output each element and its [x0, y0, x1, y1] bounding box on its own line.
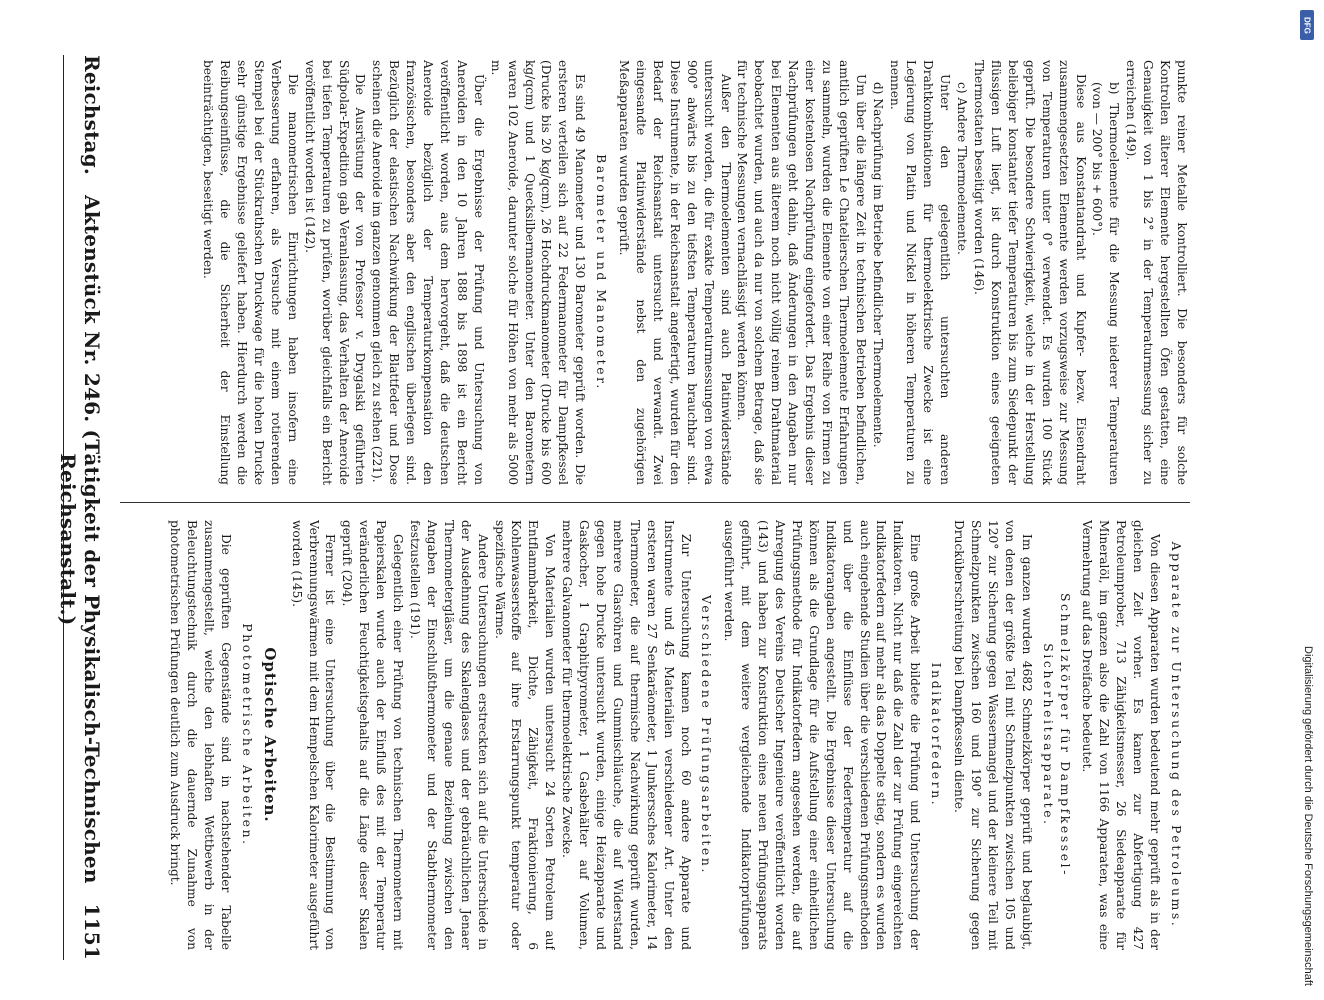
- paragraph: Ferner ist eine Untersuchung über die Bestimmung von Verbrennungswärmen mit dem Hempelschen Kalorimeter ausgeführt worden (145).: [289, 520, 338, 950]
- paragraph: Die manometrischen Einrichtungen haben insofern eine Verbesserung erfahren, als Versuche mit einem rotierenden Stempel bei der Stückrathschen Druckwage für die hohen Drucke sehr günstige Ergebnisse geliefert haben. Hierdurch werden die Reibungseinflüsse, die die Sicherheit der Einstellung beeinträchtigten, beseitigt werden.: [201, 60, 300, 485]
- paragraph: Im ganzen wurden 4682 Schmelzkörper geprüft und beglaubigt, von denen der größte Teil mit Schmelzpunkten zwischen 105 und 120° zur Sicherung gegen Wassermangel und der kleinere Teil mit Schmelzpunkten zwischen 160 und 190° zur Sicherung gegen Drucküberschreitung bei Dampfkesseln diente.: [952, 520, 1034, 950]
- subsection-heading: d) Nachprüfung im Betriebe befindlicher Thermoelemente.: [870, 82, 885, 448]
- paragraph: Um über die längere Zeit in technischen Betrieben befindlichen, amtlich geprüften Le Chatelierschen Thermoelemente Erfahrungen zu sammeln, wurden die Elemente von einer Reihe von Firmen zu einer kostenlosen Nachprüfung eingefordert. Das Ergebnis dieser Nachprüfungen geht dahin, daß Änderungen in den Angaben nur bei Elementen aus älterem noch nicht völlig reinem Drahtmaterial beobachtet wurden, und auch da nur von solchem Betrage, daß sie für technische Messungen vernachlässigt werden können.: [735, 60, 868, 485]
- right-column: [120, 520, 1190, 950]
- paragraph: Es sind 49 Manometer und 130 Barometer geprüft worden. Die ersteren verteilen sich auf 22 Federmanometer für Dampfkessel (Drucke bis 20 kg/qcm), 26 Hochdruckmanometer (Drucke bis 600 kg/qcm) und 1 Quecksilbermanometer. Unter den Barometern waren 102 Aneroide, darunter solche für Höhen von mehr als 5000 m.: [488, 60, 588, 485]
- digitization-note: [1296, 6, 1318, 986]
- section-heading-petroleum: Apparate zur Untersuchung des Petroleums.: [1169, 541, 1184, 929]
- paragraph: Die Ausrüstung der von Professor v. Drygalski geführten Südpolar-Expedition gab Veranlassung, das Verhalten der Aneroide bei tiefen Temperaturen zu prüfen, worüber gleichfalls ein Bericht veröffentlicht worden ist (142).: [302, 60, 368, 485]
- paragraph: Die geprüften Gegenstände sind in nachstehender Tabelle zusammengestellt, welche den lebhaften Wettbewerb in der Beleuchtungstechnik durch die dauernde Zunahme von photometrischen Prüfungen deutlich zum Ausdruck bringt.: [168, 520, 233, 950]
- section-heading-indikatorfedern: Indikatorfedern.: [929, 662, 945, 808]
- page-header: [56, 55, 104, 960]
- subsection-heading: b) Thermoelemente für die Messung niederer Temperaturen (von — 200° bis + 600°).: [1090, 82, 1122, 485]
- section-heading-schmelzkoerper: Schmelzkörper für Dampfkessel-Sicherheitsapparate.: [1040, 592, 1073, 878]
- dfg-logo: DFG: [1300, 10, 1314, 40]
- paragraph: Außer den Thermoelementen sind auch Platinwiderstände untersucht worden, die für exakte Temperaturmessungen von etwa 900° abwärts bis zu den tiefsten Temperaturen brauchbar sind. Diese Instrumente, in der Reichsanstalt angefertigt, wurden für den Bedarf der Reichsanstalt untersucht und verwandt. Zwei eingesandte Platinwiderstände nebst den zugehörigen Meßapparaten wurden geprüft.: [617, 60, 733, 485]
- paragraph: Andere Untersuchungen erstreckten sich auf die Unterschiede in der Ausdehnung des Skalenglases und der gebräuchlichen Jenaer Thermometergläser, um die genaue Beziehung zwischen den Angaben der Einschlußthermometer und der Stabthermometer festzustellen (191).: [408, 520, 490, 950]
- paragraph: Über die Ergebnisse der Prüfung und Untersuchung von Aneroiden in den 10 Jahren 1888 bis 1898 ist ein Bericht veröffentlicht worden, aus dem hervorgeht, daß die deutschen Aneroide bezüglich der Temperaturkompensation den französischen, besonders aber den englischen überlegen sind. Bezüglich der elastischen Nachwirkung der Blattfeder und Dose scheinen die Aneroide im ganzen genommen gleich zu stehen (221).: [370, 60, 486, 485]
- page-number: 1151: [80, 903, 104, 960]
- section-heading-optische: Optische Arbeiten.: [260, 647, 279, 823]
- digitization-note-text: Digitalisierung gefördert durch die Deutsche Forschungsgemeinschaft: [1302, 646, 1314, 986]
- paragraph: Zur Untersuchung kamen noch 60 andere Apparate und Instrumente und 45 Materialien verschiedener Art. Unter den ersteren waren 27 Senkaräometer, 1 Junkerssches Kalorimeter, 14 Thermometer, die auf thermische Nachwirkung geprüft wurden, mehrere Glasröhren und Gummischläuche, die auf Widerstand gegen hohe Drucke untersucht wurden, einige Heizapparate und Gaskocher, 1 Graphitpyrometer, 1 Gasbehälter auf Volumen, mehrere Galvanometer für thermoelektrische Zwecke.: [560, 520, 693, 950]
- paragraph: punkte reiner Metalle kontrolliert. Die besonders für solche Kontrollen älterer Elemente hergestellten Öfen gestatten, eine Genauigkeit von 1 bis 2° in der Temperaturmessung sicher zu erreichen (149).: [1124, 60, 1189, 485]
- header-title: Aktenstück Nr. 246. (Tätigkeit der Physikalisch-Technischen Reichsanstalt.): [56, 195, 104, 884]
- column-divider: [120, 502, 1190, 503]
- paragraph: Diese aus Konstantandraht und Kupfer- bezw. Eisendraht zusammengesetzten Elemente werden vorzugsweise zur Messung von Temperaturen unter 0° verwendet. Es wurden 100 Stück geprüft. Die besondere Schwierigkeit, welche in der Herstellung beliebiger konstanter tiefer Temperaturen bis zum Siedepunkt der flüssigen Luft liegt, ist durch Konstruktion eines geeigneten Thermostaten beseitigt worden (146).: [972, 60, 1088, 485]
- subsection-heading-photometrische: Photometrische Arbeiten.: [239, 623, 255, 847]
- section-heading-barometer: Barometer und Manometer.: [594, 154, 610, 391]
- paragraph: Unter den gelegentlich untersuchten anderen Drahtkombinationen für thermoelektrische Zwecke ist eine Legierung von Platin und Nickel in höheren Temperaturen zu nennen.: [887, 60, 953, 485]
- section-heading-verschiedene: Verschiedene Prüfungsarbeiten.: [699, 594, 715, 875]
- paragraph: Gelegentlich einer Prüfung von technischen Thermometern mit Papierskalen wurde auch der Einfluß des mit der Temperatur veränderlichen Feuchtigkeitsgehalts auf die Länge dieser Skalen geprüft (204).: [340, 520, 406, 950]
- paragraph: Von Materialien wurden untersucht 24 Sorten Petroleum auf Entflammbarkeit, Dichte, Zähigkeit, Fraktionierung, 6 Kohlenwasserstoffe auf ihre Erstarrungspunkt temperatur oder spezifische Wärme.: [492, 520, 558, 950]
- paragraph: Eine große Arbeit bildete die Prüfung und Untersuchung der Indikatoren. Nicht nur daß die Zahl der zur Prüfung eingereichten Indikatorfedern auf mehr als das Doppelte stieg, sondern es wurden auch eingehende Studien über die verschiedenen Prüfungsmethoden und über die Einflüsse der Federtemperatur auf die Indikatorangaben angestellt. Die Ergebnisse dieser Untersuchung können als die Grundlage für die Aufstellung einer einheitlichen Prüfungsmethode für Indikatorfedern angesehen werden, die auf Anregung des Vereins Deutscher Ingenieure veröffentlicht worden (143) und haben zur Konstruktion eines neuen Prüfungsapparats geführt, mit dem weitere vergleichende Indikatorprüfungen ausgeführt werden.: [722, 520, 923, 950]
- subsection-heading: c) Andere Thermoelemente.: [955, 82, 970, 255]
- left-column: [120, 60, 1190, 485]
- header-reichstag: Reichstag.: [80, 55, 104, 176]
- paragraph: Von diesen Apparaten wurden bedeutend mehr geprüft als in der gleichen Zeit vorher. Es kamen zur Abfertigung 427 Petroleumprober, 713 Zähigkeitsmesser, 26 Siedeapparate für Mineralöl, im ganzen also die Zahl von 1166 Apparaten, was eine Vermehrung auf das Dreifache bedeutet.: [1080, 520, 1163, 950]
